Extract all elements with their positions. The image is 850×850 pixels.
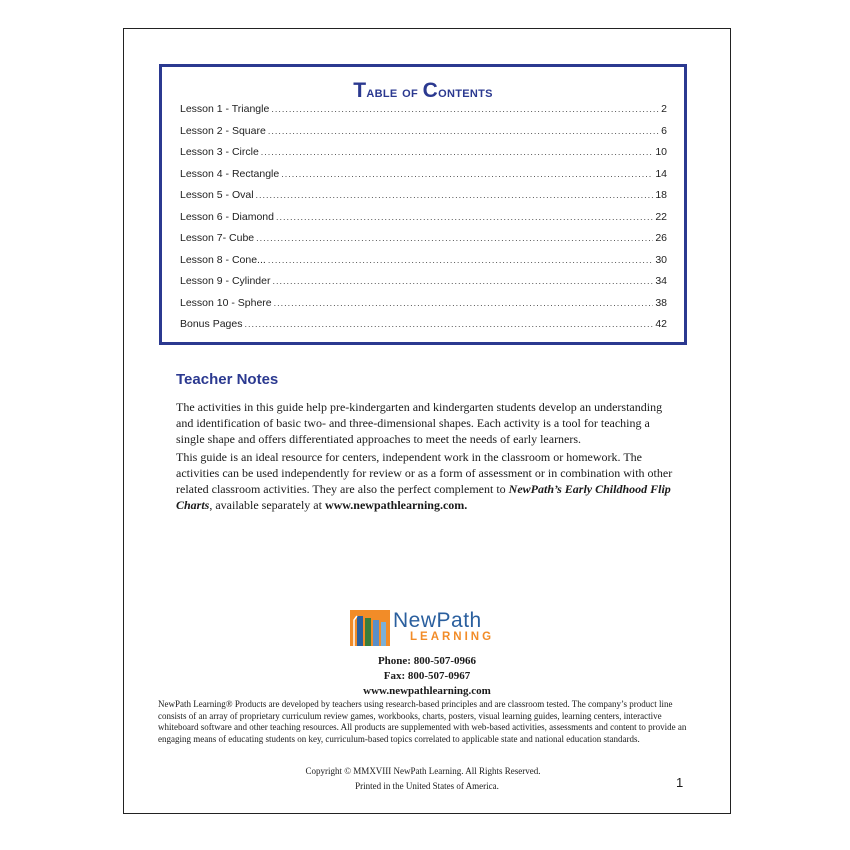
flip-charts-title: NewPath’s Early Childhood Flip Charts xyxy=(176,482,671,512)
toc-leader-dots xyxy=(281,169,653,179)
toc-entry-label: Bonus Pages xyxy=(180,318,243,330)
teacher-notes-paragraph-1: The activities in this guide help pre-kindergarten and kindergarten students develop an understanding and identification of basic two- and three-dimensional shapes. Each activity is a tool for teaching a single shape and offers differentiated approaches to meet the needs of early learners. xyxy=(176,400,663,446)
website-url[interactable]: www.newpathlearning.com xyxy=(363,685,491,697)
toc-entry xyxy=(180,275,667,297)
toc-entry-label: Lesson 5 - Oval xyxy=(180,189,254,201)
toc-leader-dots xyxy=(274,298,654,308)
copyright-line: Copyright © MMXVIII NewPath Learning. All Rights Reserved. xyxy=(305,766,541,776)
toc-entry-page: 34 xyxy=(655,275,667,287)
teacher-notes-heading: Teacher Notes xyxy=(176,371,279,388)
toc-entry-page: 26 xyxy=(655,232,667,244)
toc-entry-label: Lesson 10 - Sphere xyxy=(180,296,272,309)
table-of-contents xyxy=(159,64,687,345)
toc-title: Table of Contents xyxy=(353,79,493,102)
toc-entry-page: 2 xyxy=(661,103,667,115)
toc-leader-dots xyxy=(244,319,653,329)
toc-leader-dots xyxy=(261,147,654,157)
toc-entry-label: Lesson 6 - Diamond xyxy=(180,210,274,223)
toc-entry-page: 18 xyxy=(655,189,667,201)
toc-entry-page: 42 xyxy=(655,318,667,330)
teacher-notes-paragraph-2: This guide is an ideal resource for centers, independent work in the classroom or homework. The activities can be used independently for review or as a form of assessment or in combination with other related classroom activities. They are also the perfect complement to NewPath’s Early Childhood Flip Charts, available separately at www.newpathlearning.com. xyxy=(176,450,673,512)
toc-leader-dots xyxy=(272,276,653,286)
toc-entry xyxy=(180,318,667,340)
toc-entry-label: Lesson 4 - Rectangle xyxy=(180,167,280,180)
printed-in-line: Printed in the United States of America. xyxy=(355,781,499,791)
toc-leader-dots xyxy=(276,212,653,222)
toc-entry xyxy=(180,297,667,319)
toc-entry-page: 10 xyxy=(655,146,667,158)
fax-number: Fax: 800-507-0967 xyxy=(383,670,471,682)
phone-number: Phone: 800-507-0966 xyxy=(377,655,477,667)
toc-entry-label: Lesson 3 - Circle xyxy=(180,146,259,158)
toc-entry xyxy=(180,103,667,125)
toc-leader-dots xyxy=(271,104,659,114)
toc-entry-label: Lesson 1 - Triangle xyxy=(180,103,270,115)
toc-entry-page: 6 xyxy=(661,124,667,137)
toc-entry xyxy=(180,146,667,168)
toc-entry-label: Lesson 7- Cube xyxy=(180,232,255,244)
logo-wordmark: NewPath xyxy=(393,609,482,632)
toc-entry xyxy=(180,125,667,147)
toc-leader-dots xyxy=(256,233,653,243)
logo-subtitle: LEARNING xyxy=(410,631,495,643)
toc-leader-dots xyxy=(268,255,654,265)
toc-leader-dots xyxy=(268,126,659,136)
toc-entry-page: 38 xyxy=(655,296,667,309)
toc-entry-page: 30 xyxy=(655,253,667,266)
toc-entry-label: Lesson 8 - Cone... xyxy=(180,253,266,266)
book-logo-icon xyxy=(350,610,390,648)
toc-entry xyxy=(180,211,667,233)
website-link[interactable]: www.newpathlearning.com. xyxy=(324,498,468,512)
toc-entry-page: 14 xyxy=(655,167,667,180)
toc-entry-page: 22 xyxy=(655,210,667,223)
toc-list xyxy=(180,103,667,340)
toc-entry-label: Lesson 2 - Square xyxy=(180,124,266,137)
toc-leader-dots xyxy=(256,190,654,200)
toc-entry xyxy=(180,168,667,190)
fine-print: NewPath Learning® Products are developed by teachers using research-based principles and are classroom tested. The company’s product line consists of an array of proprietary curriculum review games, workbooks, charts, posters, visual learning guides, learning centers, interactive whiteboard software and other teaching resources. All products are supplemented with web-based activities, assessments and content to provide an engaging means of educating students on key, curriculum-based topics correlated to applicable state and national education standards. xyxy=(158,699,687,744)
page-number: 1 xyxy=(676,775,684,790)
toc-entry-label: Lesson 9 - Cylinder xyxy=(180,275,271,287)
toc-entry xyxy=(180,232,667,254)
toc-entry xyxy=(180,254,667,276)
newpath-logo xyxy=(350,608,510,648)
toc-entry xyxy=(180,189,667,211)
